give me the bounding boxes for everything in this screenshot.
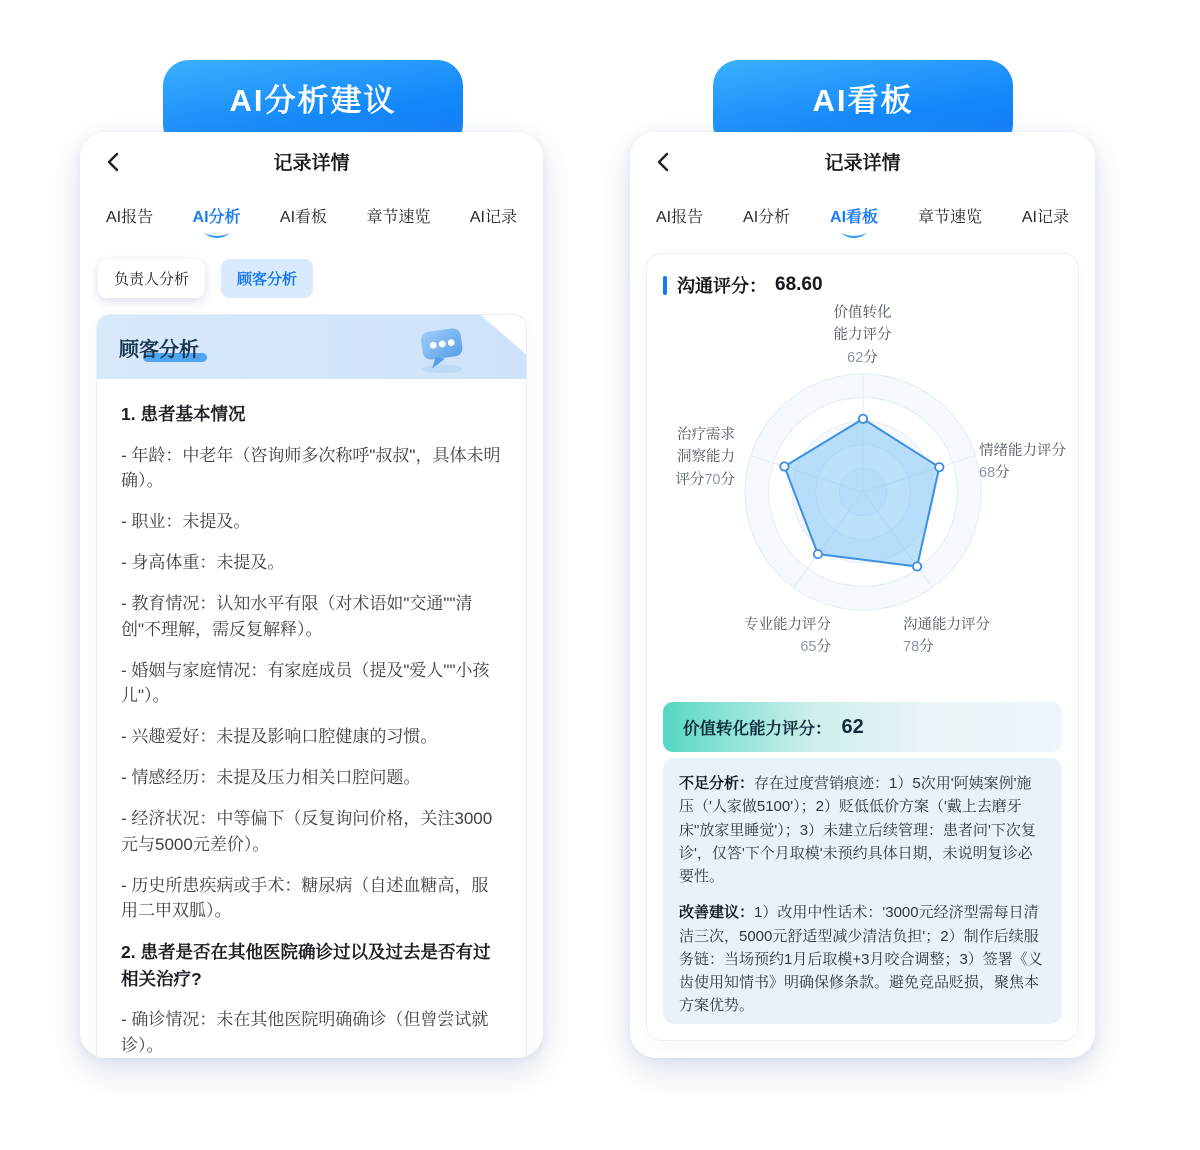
tab-ai-record[interactable]: AI记录 xyxy=(1021,209,1069,226)
tab-ai-report[interactable]: AI报告 xyxy=(106,209,154,226)
radar-label-bottom-right: 沟通能力评分 78分 xyxy=(903,617,990,656)
tab-ai-board[interactable]: AI看板 xyxy=(830,204,878,241)
advice-paragraph: 不足分析：存在过度营销痕迹：1）5次用'阿姨案例'施压（'人家做5100'）；2）贬低低价方案（'戴上去磨牙床"放家里睡觉'）；3）未建立后续管理：患者问'下次复诊'，仅答'下个月取模'未预约具体日期，未说明复诊必要性。 xyxy=(679,775,1036,885)
tab-chapters[interactable]: 章节速览 xyxy=(366,209,431,226)
right-panel-badge: AI看板 xyxy=(713,60,1013,150)
right-content xyxy=(630,241,1095,1041)
analysis-box xyxy=(663,758,1062,1024)
radar-label-left: 治疗需求 洞察能力 评分70分 xyxy=(675,427,735,488)
subtab-owner-analysis[interactable]: 负责人分析 xyxy=(98,259,205,298)
communication-score-row xyxy=(663,272,1062,298)
score-value: 68.60 xyxy=(775,274,823,295)
analysis-paragraph: - 职业：未提及。 xyxy=(121,512,251,532)
analysis-paragraph: - 身高体重：未提及。 xyxy=(121,553,285,573)
nav-bar xyxy=(630,132,1095,190)
tab-ai-analysis[interactable]: AI分析 xyxy=(743,209,791,226)
back-button[interactable] xyxy=(652,150,676,174)
chat-bubble-icon xyxy=(416,324,472,379)
radar-label-bottom-left: 专业能力评分 65分 xyxy=(744,617,831,656)
card-header xyxy=(97,315,526,379)
subtab-customer-analysis[interactable]: 顾客分析 xyxy=(221,259,313,298)
tab-bar xyxy=(80,204,543,241)
tab-ai-board[interactable]: AI看板 xyxy=(279,209,328,226)
analysis-paragraph: - 确诊情况：未在其他医院明确确诊（但曾尝试就诊）。 xyxy=(121,1010,489,1056)
section-heading: 1. 患者基本情况 xyxy=(121,404,246,424)
right-phone-screen xyxy=(630,132,1095,1058)
tab-ai-analysis[interactable]: AI分析 xyxy=(193,204,241,241)
left-content xyxy=(80,241,543,1058)
page-title: 记录详情 xyxy=(824,152,901,174)
advice-paragraph: 改善建议：1）改用中性话术：'3000元经济型需每日清洁三次，5000元舒适型减少清洁负担'；2）制作后续服务链：当场预约1月后取模+3月咬合调整；3）签署《义齿使用知情书》明确保修条款。避免竞品贬损，聚焦本方案优势。 xyxy=(679,904,1043,1015)
tab-ai-record[interactable]: AI记录 xyxy=(469,209,517,226)
section-heading: 2. 患者是否在其他医院确诊过以及过去是否有过相关治疗? xyxy=(121,942,491,989)
tab-chapters[interactable]: 章节速览 xyxy=(917,209,982,226)
analysis-paragraph: - 历史所患疾病或手术：糖尿病（自述血糖高，服用二甲双胍）。 xyxy=(121,875,489,921)
analysis-paragraph: - 婚姻与家庭情况：有家庭成员（提及"爱人""小孩儿"）。 xyxy=(121,660,490,706)
left-phone-screen xyxy=(80,132,543,1058)
card-body xyxy=(97,379,526,1058)
active-tab-underline xyxy=(202,231,232,240)
section-title: 价值转化能力评分： xyxy=(683,720,832,738)
radar-chart xyxy=(713,342,1013,642)
page-title: 记录详情 xyxy=(273,152,350,174)
subtab-bar xyxy=(96,259,527,298)
chevron-left-icon xyxy=(652,150,676,174)
radar-chart-area xyxy=(663,302,1066,700)
customer-analysis-card xyxy=(96,314,527,1058)
back-button[interactable] xyxy=(102,150,126,174)
section-score: 62 xyxy=(841,715,864,738)
folded-corner-icon xyxy=(480,315,526,360)
chevron-left-icon xyxy=(102,150,126,174)
analysis-paragraph: - 年龄：中老年（咨询师多次称呼"叔叔"，具体未明确）。 xyxy=(121,445,501,491)
card-title: 顾客分析 xyxy=(119,338,199,361)
tab-ai-report[interactable]: AI报告 xyxy=(656,209,704,226)
analysis-paragraph: - 情感经历：未提及压力相关口腔问题。 xyxy=(121,768,421,788)
radar-label-top: 价值转化 能力评分 62分 xyxy=(833,305,892,366)
score-label: 沟通评分： xyxy=(677,276,767,296)
dashboard-card xyxy=(646,253,1079,1041)
left-panel-badge: AI分析建议 xyxy=(163,60,463,150)
value-conversion-section-header xyxy=(663,702,1062,752)
nav-bar xyxy=(80,132,543,190)
analysis-paragraph: - 教育情况：认知水平有限（对术语如"交通""清创"不理解，需反复解释）。 xyxy=(121,593,473,639)
score-accent-bar xyxy=(663,276,667,295)
tab-bar xyxy=(630,204,1095,241)
active-tab-underline xyxy=(839,231,869,240)
analysis-paragraph: - 经济状况：中等偏下（反复询问价格，关注3000元与5000元差价）。 xyxy=(121,808,493,854)
radar-label-right: 情绪能力评分 68分 xyxy=(979,443,1066,482)
analysis-paragraph: - 兴趣爱好：未提及影响口腔健康的习惯。 xyxy=(121,727,438,747)
